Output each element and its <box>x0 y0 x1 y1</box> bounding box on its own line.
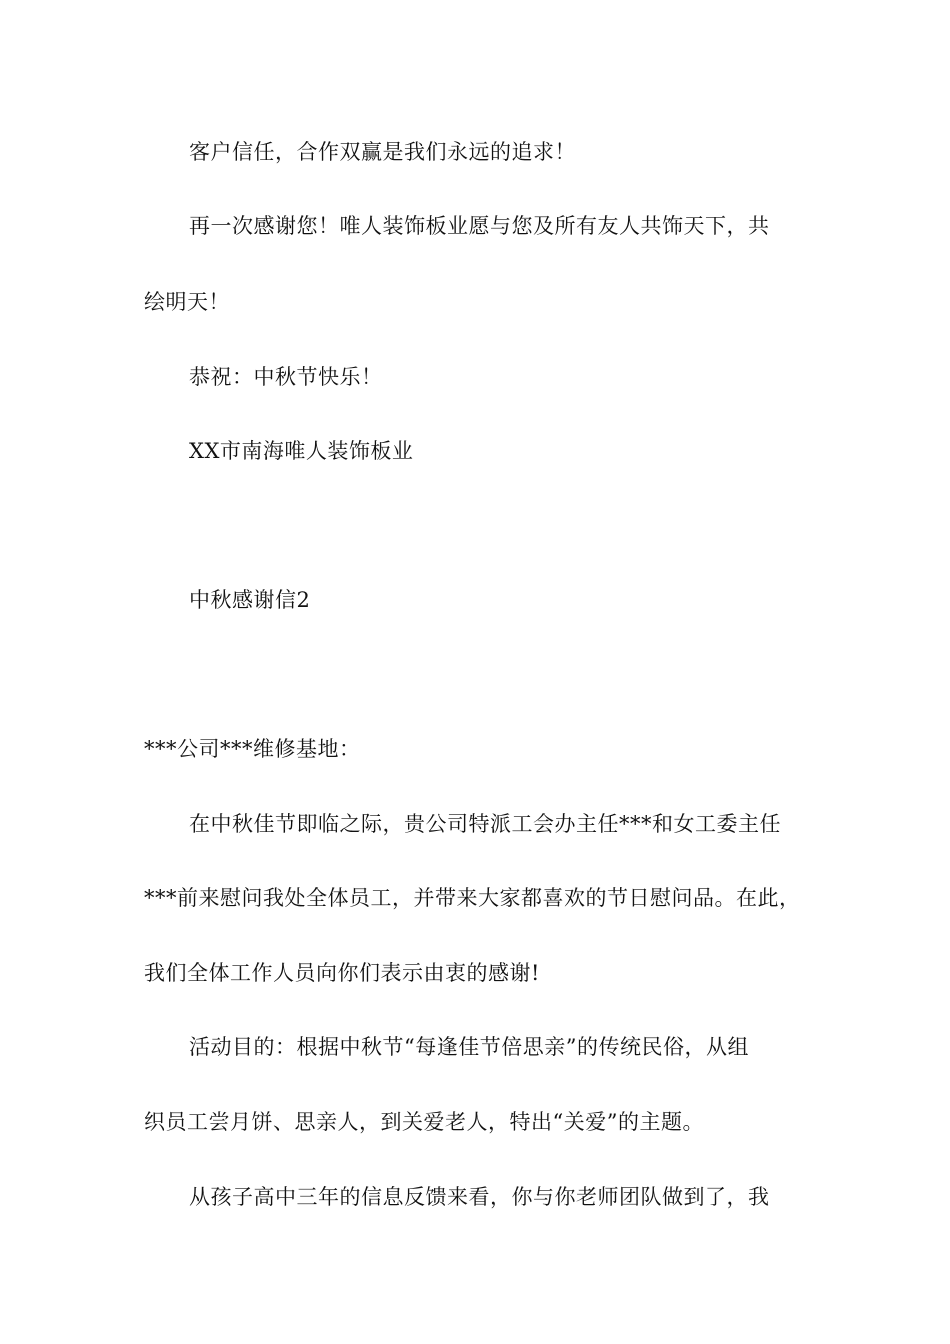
paragraph-line: ***前来慰问我处全体员工，并带来大家都喜欢的节日慰问品。在此， <box>144 886 801 910</box>
paragraph-line: 绘明天！ <box>144 290 230 314</box>
paragraph-line: 活动目的：根据中秋节“每逢佳节倍思亲”的传统民俗，从组 <box>189 1035 749 1059</box>
salutation-line: ***公司***维修基地： <box>144 737 361 761</box>
paragraph-line: 从孩子高中三年的信息反馈来看，你与你老师团队做到了，我 <box>189 1185 770 1209</box>
paragraph-line: 在中秋佳节即临之际，贵公司特派工会办主任***和女工委主任 <box>189 812 781 836</box>
signature-line: XX市南海唯人装饰板业 <box>189 439 414 463</box>
section-heading: 中秋感谢信2 <box>189 588 311 612</box>
paragraph-line: 再一次感谢您！唯人装饰板业愿与您及所有友人共饰天下，共 <box>189 214 770 238</box>
paragraph-line: 我们全体工作人员向你们表示由衷的感谢! <box>144 961 540 985</box>
paragraph-line: 织员工尝月饼、思亲人，到关爱老人，特出“关爱”的主题。 <box>144 1110 704 1134</box>
paragraph-line: 客户信任，合作双赢是我们永远的追求！ <box>189 140 576 164</box>
greeting-line: 恭祝：中秋节快乐！ <box>189 365 383 389</box>
